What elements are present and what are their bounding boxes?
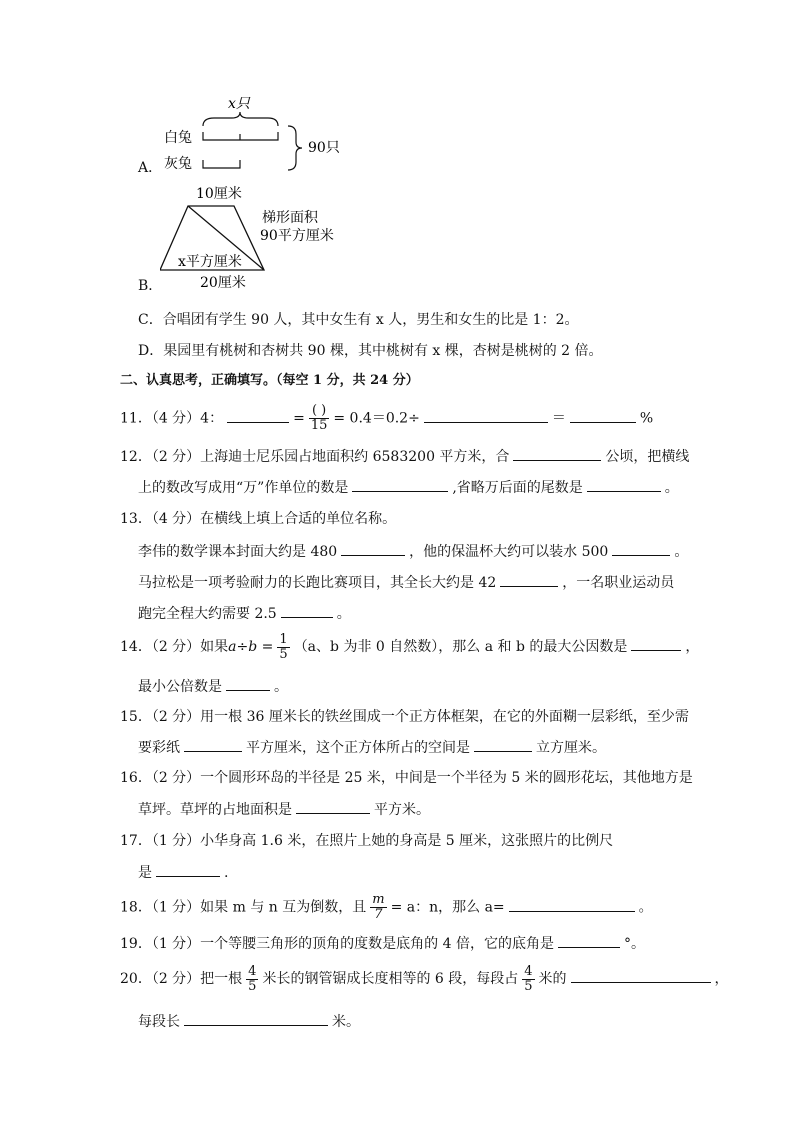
question-16-line-1: 16．（2 分）一个圆形环岛的半径是 25 米，中间是一个半径为 5 米的圆形花坛，其他地方是 — [120, 770, 693, 786]
x-label: x只 — [228, 96, 250, 112]
option-c: C．合唱团有学生 90 人，其中女生有 x 人，男生和女生的比是 1：2。 — [138, 312, 579, 328]
q18-frac-num: m — [372, 892, 385, 907]
bar-grey-rabbit — [203, 160, 240, 168]
bar-white-rabbit — [203, 132, 278, 140]
question-12-line-1 — [120, 446, 689, 467]
q14-expression: a÷b = — [228, 639, 274, 655]
q20-prefix: 20．（2 分）把一根 — [120, 971, 243, 987]
q11-fraction — [309, 404, 330, 433]
total-label: 90只 — [308, 140, 340, 156]
option-d: D．果园里有桃树和杏树共 90 棵，其中桃树有 x 棵，杏树是桃树的 2 倍。 — [138, 343, 603, 359]
question-15-line-1: 15．（2 分）用一根 36 厘米长的铁丝围成一个正方体框架，在它的外面糊一层彩纸，至少需 — [120, 709, 689, 725]
q18-text: = a：n，那么 a= — [390, 899, 505, 916]
q16-text-1: 草坪。草坪的占地面积是 — [138, 802, 292, 818]
q20-blank-1[interactable] — [571, 968, 711, 983]
q18-prefix: 18．（1 分）如果 m 与 n 互为倒数，且 — [120, 899, 367, 916]
question-13-line-4 — [138, 603, 351, 624]
q13-text-5: ，一名职业运动员 — [562, 575, 675, 591]
q11-suffix: % — [639, 410, 654, 427]
q11-blank-1[interactable] — [227, 408, 289, 423]
q11-blank-2[interactable] — [424, 408, 548, 423]
q13-text-4: 马拉松是一项考验耐力的长跑比赛项目，其全长大约是 42 — [138, 575, 497, 591]
q14-text-2: 最小公倍数是 — [138, 679, 222, 695]
question-20-line-2 — [138, 1011, 360, 1032]
question-13-line-3 — [138, 572, 674, 593]
q20-text-3: 每段长 — [138, 1014, 180, 1030]
section-heading: 二、认真思考，正确填写。（每空 1 分，共 24 分） — [120, 373, 419, 388]
q11-eq2: ＝ — [551, 410, 566, 427]
q14-text-3: 。 — [274, 679, 288, 695]
q14-blank-2[interactable] — [226, 676, 270, 691]
q19-prefix: 19．（1 分）一个等腰三角形的顶角的度数是底角的 4 倍，它的底角是 — [120, 936, 554, 952]
option-b-letter: B． — [138, 278, 163, 294]
q18-suffix: 。 — [638, 899, 653, 916]
question-16-line-2 — [138, 799, 430, 820]
top-side-label: 10厘米 — [196, 186, 242, 202]
q17-text-2: . — [224, 865, 229, 881]
question-12-line-2 — [138, 477, 679, 498]
q13-blank-3[interactable] — [500, 572, 558, 587]
question-19 — [120, 933, 645, 954]
question-20-line-1 — [120, 964, 729, 994]
q11-prefix: 11．（4 分）4： — [120, 410, 224, 427]
question-14-line-1 — [120, 632, 699, 662]
question-18 — [120, 893, 653, 922]
q15-text-1: 要彩纸 — [138, 740, 180, 756]
q12-text-4: ,省略万后面的尾数是 — [452, 480, 583, 496]
q14-comma: ， — [685, 639, 700, 655]
q20-frac2-num: 4 — [524, 963, 533, 979]
q12-text-3: 上的数改写成用“万”作单位的数是 — [138, 480, 349, 496]
q15-text-3: 立方厘米。 — [536, 740, 606, 756]
q13-text-2: ，他的保温杯大约可以装水 500 — [409, 544, 609, 560]
q15-text-2: 平方厘米，这个正方体所占的空间是 — [246, 740, 470, 756]
q12-blank-2[interactable] — [352, 477, 448, 492]
q14-frac-num: 1 — [279, 631, 288, 647]
inner-area-label: x平方厘米 — [178, 254, 242, 270]
q14-prefix: 14．（2 分）如果 — [120, 639, 229, 655]
q17-blank-1[interactable] — [156, 862, 220, 877]
q20-text-4: 米。 — [332, 1014, 360, 1030]
q20-comma: ， — [714, 971, 729, 987]
bottom-side-label: 20厘米 — [200, 275, 246, 291]
q11-blank-3[interactable] — [570, 408, 636, 423]
q15-blank-1[interactable] — [184, 737, 242, 752]
question-13-line-1: 13．（4 分）在横线上填上合适的单位名称。 — [120, 511, 397, 527]
q12-text-5: 。 — [664, 480, 679, 496]
diagram-a — [130, 90, 370, 180]
q11-frac-num[interactable]: ( ) — [309, 404, 330, 419]
q12-text-1: 12．（2 分）上海迪士尼乐园占地面积约 6583200 平方米，合 — [120, 449, 510, 465]
q20-text-2: 米的 — [538, 971, 567, 987]
q18-frac-den: 7 — [374, 907, 383, 922]
q16-blank-1[interactable] — [296, 799, 370, 814]
q14-blank-1[interactable] — [631, 636, 681, 651]
question-15-line-2 — [138, 737, 606, 758]
q18-blank-1[interactable] — [509, 897, 635, 912]
q12-blank-1[interactable] — [513, 446, 601, 461]
q19-suffix: °。 — [623, 936, 645, 952]
q11-mid: = 0.4＝0.2÷ — [333, 410, 420, 427]
top-brace — [203, 112, 278, 126]
question-11 — [120, 404, 653, 433]
q13-blank-1[interactable] — [341, 541, 405, 556]
option-a-letter: A． — [138, 160, 163, 176]
q20-blank-2[interactable] — [184, 1011, 328, 1026]
q13-text-7: 。 — [336, 606, 351, 622]
q20-fraction-2 — [522, 965, 534, 994]
q14-frac-den: 5 — [279, 646, 288, 662]
q12-text-2: 公顷，把横线 — [605, 449, 690, 465]
area-label-1: 梯形面积 — [262, 210, 318, 226]
q13-text-3: 。 — [674, 544, 689, 560]
right-brace — [288, 126, 302, 170]
q20-frac2-den: 5 — [524, 978, 533, 994]
q18-fraction — [370, 893, 386, 922]
q20-frac1-num: 4 — [248, 963, 257, 979]
q11-frac-den: 15 — [310, 418, 328, 433]
q17-text-1: 是 — [138, 865, 152, 881]
question-17-line-1: 17．（1 分）小华身高 1.6 米，在照片上她的身高是 5 厘米，这张照片的比例尺 — [120, 833, 614, 849]
q14-fraction — [277, 633, 289, 662]
question-17-line-2 — [138, 862, 228, 883]
q11-eq1: = — [293, 410, 305, 427]
diagram-b — [160, 180, 360, 292]
q14-text: （a、b 为非 0 自然数），那么 a 和 b 的最大公因数是 — [293, 639, 628, 655]
row-label-white-rabbit: 白兔 — [164, 130, 192, 146]
q20-frac1-den: 5 — [248, 978, 257, 994]
question-14-line-2 — [138, 676, 288, 697]
q13-text-1: 李伟的数学课本封面大约是 480 — [138, 544, 338, 560]
q19-blank-1[interactable] — [558, 933, 620, 948]
q13-blank-2[interactable] — [612, 541, 670, 556]
q13-text-6: 跑完全程大约需要 2.5 — [138, 606, 277, 622]
row-label-grey-rabbit: 灰兔 — [164, 156, 192, 172]
q20-text-1: 米长的钢管锯成长度相等的 6 段，每段占 — [262, 971, 519, 987]
q15-blank-2[interactable] — [474, 737, 532, 752]
area-label-2: 90平方厘米 — [260, 228, 334, 244]
q12-blank-3[interactable] — [587, 477, 661, 492]
q13-blank-4[interactable] — [281, 603, 333, 618]
question-13-line-2 — [138, 541, 688, 562]
q20-fraction-1 — [246, 965, 258, 994]
q16-text-2: 平方米。 — [374, 802, 430, 818]
